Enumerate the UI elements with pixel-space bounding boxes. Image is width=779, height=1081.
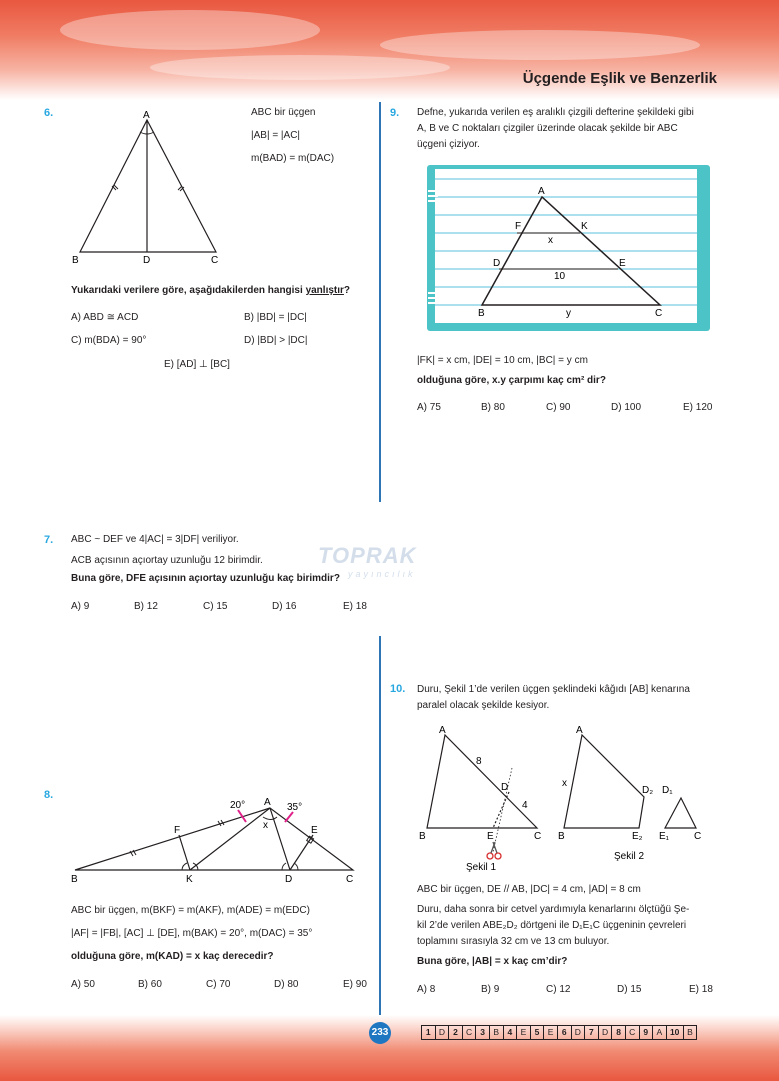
q10-figure-1 <box>415 720 550 880</box>
page-number: 233 <box>369 1022 391 1044</box>
q10-f2-label-b: B <box>558 831 565 842</box>
q6-question: Yukarıdaki verilere göre, aşağıdakilerden hangisi yanlıştır? <box>71 285 351 296</box>
q7-option-d[interactable]: D) 16 <box>272 601 297 612</box>
q8-option-c[interactable]: C) 70 <box>206 979 231 990</box>
answer-key-cell: E <box>544 1026 558 1039</box>
q7-line-1: ABC ~ DEF ve 4|AC| = 3|DF| veriliyor. <box>71 534 239 545</box>
q6-given-1: ABC bir üçgen <box>251 107 316 118</box>
answer-key-cell: C <box>626 1026 640 1039</box>
answer-key-cell: 7 <box>585 1026 599 1039</box>
q10-option-a[interactable]: A) 8 <box>417 984 436 995</box>
q10-f2-label-e1: E₁ <box>659 831 670 842</box>
q6-given-3: m(BAD) = m(DAC) <box>251 153 335 164</box>
answer-key-cell: 3 <box>476 1026 490 1039</box>
q10-f1-label-c: C <box>534 831 542 842</box>
q9-label-10: 10 <box>554 271 566 282</box>
q10-f2-caption: Şekil 2 <box>614 851 645 862</box>
q8-label-d: D <box>285 874 293 885</box>
chapter-title: Üçgende Eşlik ve Benzerlik <box>522 70 717 87</box>
q9-label-c: C <box>655 308 663 319</box>
q9-option-b[interactable]: B) 80 <box>481 402 505 413</box>
q10-f2-label-a: A <box>576 725 583 736</box>
q9-intro-2: A, B ve C noktaları çizgiler üzerinde olacak şekilde bir ABC <box>417 123 678 134</box>
q10-f2-label-c: C <box>694 831 702 842</box>
column-divider-top <box>379 102 381 502</box>
answer-key-cell: 1 <box>422 1026 436 1039</box>
answer-key-cell: 10 <box>667 1026 684 1039</box>
q7-question: Buna göre, DFE açısının açıortay uzunluğu kaç birimdir? <box>71 573 340 584</box>
q9-question: olduğuna göre, x.y çarpımı kaç cm² dir? <box>417 375 606 386</box>
q6-label-b: B <box>72 255 79 266</box>
column-divider-bottom <box>379 636 381 1016</box>
q10-f2-label-d2: D₂ <box>642 785 654 796</box>
answer-key-cell: D <box>599 1026 613 1039</box>
q7-option-c[interactable]: C) 15 <box>203 601 228 612</box>
answer-key-cell: C <box>463 1026 477 1039</box>
q9-label-d: D <box>493 258 501 269</box>
q10-f1-label-e: E <box>487 831 494 842</box>
q9-label-x: x <box>548 235 553 246</box>
q10-option-d[interactable]: D) 15 <box>617 984 642 995</box>
q6-figure <box>70 108 230 268</box>
q7-number: 7. <box>44 534 54 546</box>
answer-key-cell: 9 <box>640 1026 654 1039</box>
q10-body-2: kil 2’de verilen ABE₂D₂ dörtgeni ile D₁E₁C üçgeninin çevreleri <box>417 920 687 931</box>
q10-body-3: toplamını sırasıyla 32 cm ve 13 cm buluyor. <box>417 936 610 947</box>
q10-f1-label-a: A <box>439 725 446 736</box>
q8-label-k: K <box>186 874 193 885</box>
q7-option-b[interactable]: B) 12 <box>134 601 158 612</box>
q10-f1-caption: Şekil 1 <box>466 862 497 873</box>
q6-number: 6. <box>44 107 54 119</box>
q6-given-2: |AB| = |AC| <box>251 130 301 141</box>
answer-key-cell: B <box>687 1027 693 1037</box>
q9-intro-1: Defne, yukarıda verilen eş aralıklı çizgili defterine şekildeki gibi <box>417 107 694 118</box>
q8-number: 8. <box>44 789 54 801</box>
q8-label-35: 35° <box>287 802 303 813</box>
q9-option-a[interactable]: A) 75 <box>417 402 441 413</box>
q8-label-e: E <box>311 825 318 836</box>
q10-f1-label-8: 8 <box>476 756 482 767</box>
q10-option-c[interactable]: C) 12 <box>546 984 571 995</box>
q6-option-d[interactable]: D) |BD| > |DC| <box>244 335 308 346</box>
answer-key-cell: 8 <box>612 1026 626 1039</box>
q10-option-e[interactable]: E) 18 <box>689 984 713 995</box>
answer-key-cell: E <box>517 1026 531 1039</box>
q6-label-d: D <box>143 255 151 266</box>
q10-f2-label-e2: E₂ <box>632 831 643 842</box>
q8-label-x: x <box>263 820 268 831</box>
answer-key-cell: D <box>572 1026 586 1039</box>
q6-option-c[interactable]: C) m(BDA) = 90° <box>71 335 147 346</box>
q8-option-b[interactable]: B) 60 <box>138 979 162 990</box>
q10-figure-2 <box>555 720 710 870</box>
q8-figure <box>66 793 366 888</box>
answer-key-cell: 6 <box>558 1026 572 1039</box>
q9-number: 9. <box>390 107 400 119</box>
q6-option-a[interactable]: A) ABD ≅ ACD <box>71 312 139 323</box>
q10-body-1: Duru, daha sonra bir cetvel yardımıyla kenarlarını ölçtüğü Şe- <box>417 904 690 915</box>
q9-label-f: F <box>515 221 522 232</box>
answer-key-cell: 5 <box>531 1026 545 1039</box>
answer-key-cell: 4 <box>504 1026 518 1039</box>
q10-intro-2: paralel olacak şekilde kesiyor. <box>417 700 550 711</box>
q8-option-e[interactable]: E) 90 <box>343 979 367 990</box>
q9-label-e: E <box>619 258 626 269</box>
q6-label-a: A <box>143 110 150 121</box>
q9-option-e[interactable]: E) 120 <box>683 402 713 413</box>
q9-label-y: y <box>566 308 571 319</box>
q9-intro-3: üçgeni çiziyor. <box>417 139 480 150</box>
q6-option-b[interactable]: B) |BD| = |DC| <box>244 312 307 323</box>
q8-option-d[interactable]: D) 80 <box>274 979 299 990</box>
q9-figure <box>423 163 713 335</box>
q8-option-a[interactable]: A) 50 <box>71 979 95 990</box>
q10-f1-label-b: B <box>419 831 426 842</box>
q7-option-a[interactable]: A) 9 <box>71 601 90 612</box>
q9-label-k: K <box>581 221 588 232</box>
publisher-watermark: TOPRAK yayıncılık <box>318 543 417 579</box>
q10-f1-label-4: 4 <box>522 800 528 811</box>
answer-key-cell: B <box>490 1026 504 1039</box>
q8-label-c: C <box>346 874 354 885</box>
q10-f1-label-d: D <box>501 782 509 793</box>
q6-option-e[interactable]: E) [AD] ⊥ [BC] <box>164 359 230 370</box>
q8-line-2: |AF| = |FB|, [AC] ⊥ [DE], m(BAK) = 20°, m(DAC) = 35° <box>71 928 313 939</box>
q8-label-f: F <box>174 825 181 836</box>
q9-label-a: A <box>538 186 545 197</box>
q8-label-a: A <box>264 797 271 808</box>
q8-label-b: B <box>71 874 78 885</box>
q9-option-c[interactable]: C) 90 <box>546 402 571 413</box>
answer-key-cell: D <box>436 1026 450 1039</box>
q7-line-2: ACB açısının açıortay uzunluğu 12 birimdir. <box>71 555 263 566</box>
answer-key-cell: 2 <box>449 1026 463 1039</box>
q9-option-d[interactable]: D) 100 <box>611 402 642 413</box>
q6-label-c: C <box>211 255 219 266</box>
q7-option-e[interactable]: E) 18 <box>343 601 367 612</box>
q8-label-20: 20° <box>230 800 246 811</box>
q10-given: ABC bir üçgen, DE // AB, |DC| = 4 cm, |AD| = 8 cm <box>417 884 641 895</box>
q9-label-b: B <box>478 308 485 319</box>
q10-number: 10. <box>390 683 406 695</box>
q10-option-b[interactable]: B) 9 <box>481 984 500 995</box>
q8-question: olduğuna göre, m(KAD) = x kaç derecedir? <box>71 951 274 962</box>
q8-line-1: ABC bir üçgen, m(BKF) = m(AKF), m(ADE) = m(EDC) <box>71 905 310 916</box>
q10-f2-label-x: x <box>562 778 567 789</box>
q10-question: Buna göre, |AB| = x kaç cm’dir? <box>417 956 568 967</box>
q9-given: |FK| = x cm, |DE| = 10 cm, |BC| = y cm <box>417 355 588 366</box>
q10-intro-1: Duru, Şekil 1’de verilen üçgen şeklindeki kâğıdı [AB] kenarına <box>417 684 690 695</box>
answer-key-cell: A <box>653 1026 667 1039</box>
answer-key <box>421 1025 697 1040</box>
q10-f2-label-d1: D₁ <box>662 785 673 796</box>
